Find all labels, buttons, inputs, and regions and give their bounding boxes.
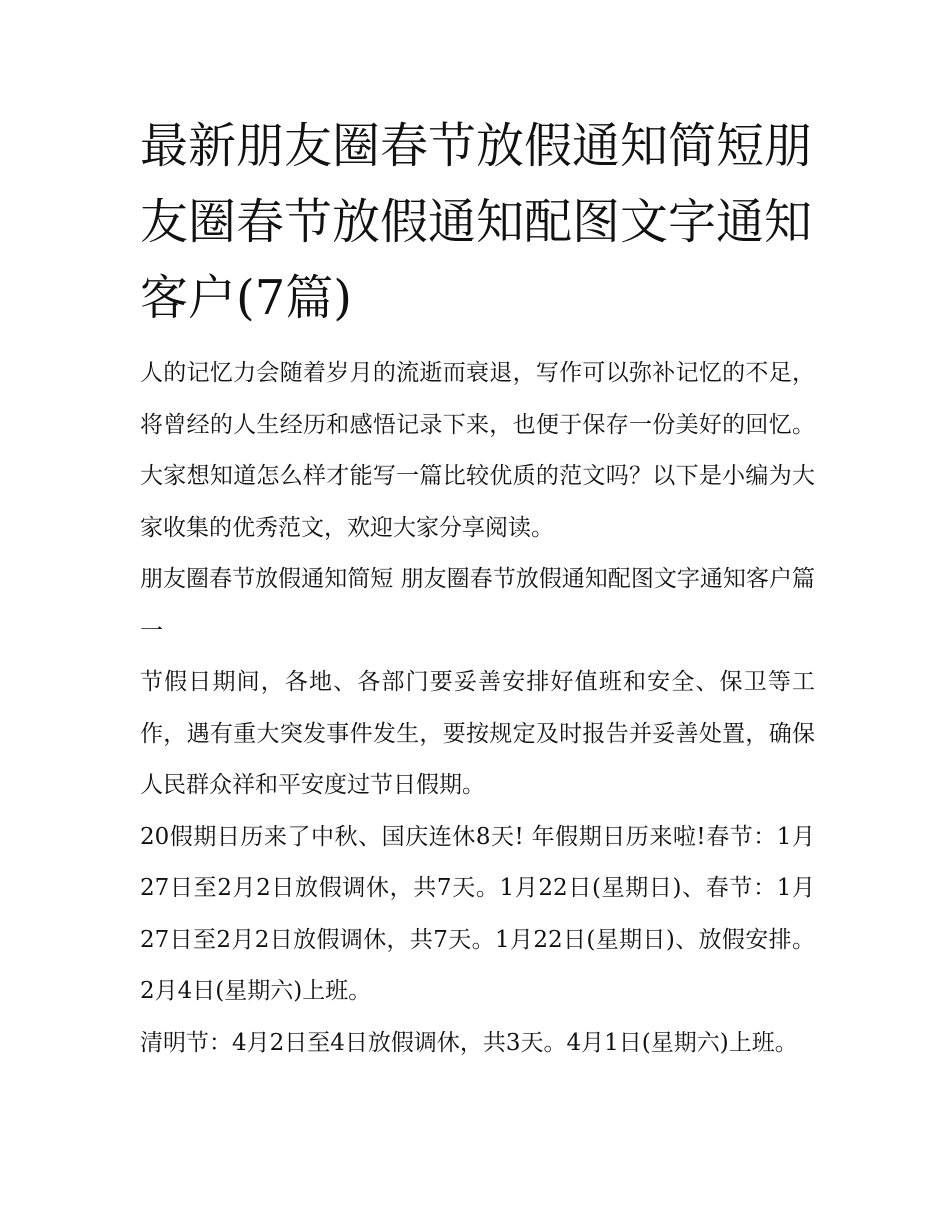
body-paragraph: 20假期日历来了中秋、国庆连休8天! 年假期日历来啦!春节：1月27日至2月2日放假调休，共7天。1月22日(星期日)、春节：1月27日至2月2日放假调休，共7天。1月22日(星期日)、放假安排。2月4日(星期六)上班。 (140, 823, 815, 1004)
body-paragraph: 清明节：4月2日至4日放假调休，共3天。4月1日(星期六)上班。 (140, 1029, 798, 1056)
body-paragraph: 节假日期间，各地、各部门要妥善安排好值班和安全、保卫等工作，遇有重大突发事件发生，要按规定及时报告并妥善处置，确保人民群众祥和平安度过节日假期。 (140, 669, 815, 798)
document-page (140, 108, 815, 1069)
intro-paragraph: 人的记忆力会随着岁月的流逝而衰退，写作可以弥补记忆的不足，将曾经的人生经历和感悟记录下来，也便于保存一份美好的回忆。大家想知道怎么样才能写一篇比较优质的范文吗？以下是小编为大家收集的优秀范文，欢迎大家分享阅读。 (140, 360, 815, 541)
section-heading: 朋友圈春节放假通知简短 朋友圈春节放假通知配图文字通知客户篇一 (140, 566, 815, 644)
document-title: 最新朋友圈春节放假通知简短朋友圈春节放假通知配图文字通知客户(7篇) (140, 118, 813, 326)
